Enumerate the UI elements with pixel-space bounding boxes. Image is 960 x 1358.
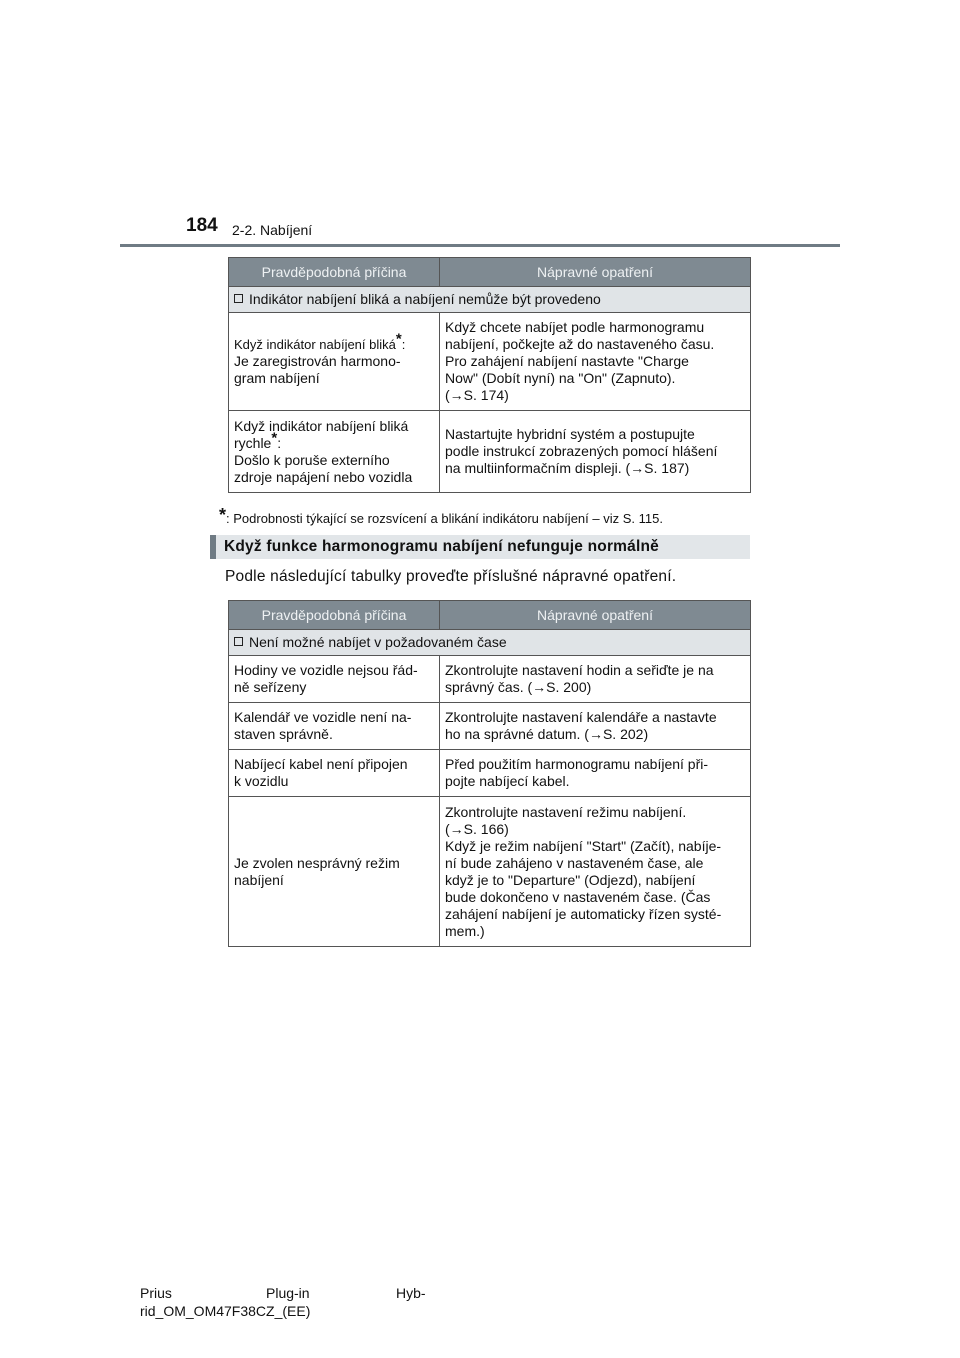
table-header-row — [229, 601, 751, 630]
remedy-cell — [440, 797, 751, 947]
section-heading-text: Když funkce harmonogramu nabíjení nefunguje normálně — [224, 538, 659, 555]
cause-cell — [229, 750, 440, 797]
remedy-line: na multiinformačním displeji. (→S. 187) — [445, 460, 690, 476]
cause-line: : — [401, 337, 406, 352]
checkbox-icon — [234, 294, 243, 303]
footer-word: Plug-in — [266, 1285, 310, 1301]
section-heading — [210, 535, 750, 559]
column-header-remedy: Nápravné opatření — [440, 601, 751, 630]
cause-cell — [229, 797, 440, 947]
checkbox-icon — [234, 637, 243, 646]
cause-line: k vozidlu — [234, 773, 289, 789]
remedy-line: správný čas. (→S. 200) — [445, 679, 592, 695]
remedy-line: (→S. 174) — [445, 387, 509, 403]
remedy-cell — [440, 750, 751, 797]
cause-line: ně seřízeny — [234, 679, 307, 695]
footer-line: rid_OM_OM47F38CZ_(EE) — [140, 1303, 311, 1319]
remedy-line: Když je režim nabíjení "Start" (Začít), nabíje- — [445, 837, 722, 854]
schedule-table — [228, 600, 751, 947]
heading-accent — [210, 535, 216, 559]
remedy-line: ho na správné datum. (→S. 202) — [445, 726, 649, 742]
footer-word: Hyb- — [396, 1285, 426, 1301]
cause-line: nabíjení — [234, 871, 284, 888]
table-group-row — [229, 287, 751, 313]
footnote-mark: * — [271, 428, 278, 446]
remedy-cell — [440, 411, 751, 493]
remedy-line: Nastartujte hybridní systém a postupujte — [445, 426, 695, 442]
cause-line: rychle — [234, 434, 272, 451]
footnote-mark: * — [395, 330, 402, 348]
remedy-line: bude dokončeno v nastaveném čase. (Čas — [445, 888, 711, 905]
cause-cell — [229, 313, 440, 411]
remedy-line: nabíjení, počkejte až do nastaveného času. — [445, 336, 715, 352]
remedy-cell — [440, 656, 751, 703]
cause-cell — [229, 703, 440, 750]
remedy-line: Zkontrolujte nastavení kalendáře a nastavte — [445, 709, 717, 725]
cause-line: Došlo k poruše externího — [234, 451, 390, 468]
footer-line — [140, 1284, 430, 1302]
cause-line: Je zaregistrován harmono- — [234, 353, 401, 369]
column-header-cause: Pravděpodobná příčina — [229, 258, 440, 287]
table-row — [229, 411, 751, 493]
footer-word: Prius — [140, 1285, 172, 1301]
cause-cell — [229, 411, 440, 493]
group-label — [229, 287, 751, 313]
remedy-line: když je to "Departure" (Odjezd), nabíjení — [445, 871, 696, 888]
remedy-line: Now" (Dobít nyní) na "On" (Zapnuto). — [445, 370, 676, 386]
page-number: 184 — [186, 215, 218, 236]
cause-line: Hodiny ve vozidle nejsou řád- — [234, 662, 418, 678]
remedy-line: Zkontrolujte nastavení hodin a seřiďte je na — [445, 662, 714, 678]
remedy-line: pojte nabíjecí kabel. — [445, 773, 570, 789]
remedy-line: Pro zahájení nabíjení nastavte "Charge — [445, 353, 689, 369]
remedy-cell — [440, 313, 751, 411]
header-rule — [120, 244, 840, 247]
remedy-line: Když chcete nabíjet podle harmonogramu — [445, 319, 705, 335]
cause-line: gram nabíjení — [234, 370, 320, 386]
table-row — [229, 656, 751, 703]
cause-line: Nabíjecí kabel není připojen — [234, 756, 408, 772]
charging-indicator-table — [228, 257, 751, 493]
remedy-line: mem.) — [445, 922, 485, 939]
cause-line: : — [277, 434, 282, 451]
cause-line: Je zvolen nesprávný režim — [234, 854, 400, 871]
group-text: Není možné nabíjet v požadovaném čase — [249, 634, 507, 650]
cause-line: Kalendář ve vozidle není na- — [234, 709, 412, 725]
cause-line: Když indikátor nabíjení bliká — [234, 417, 409, 434]
table-header-row — [229, 258, 751, 287]
table-row — [229, 313, 751, 411]
cause-cell — [229, 656, 440, 703]
cause-line: staven správně. — [234, 726, 333, 742]
remedy-line: Před použitím harmonogramu nabíjení při- — [445, 756, 709, 772]
footnote-mark: * — [219, 505, 227, 525]
remedy-line: ní bude zahájeno v nastaveném čase, ale — [445, 854, 704, 871]
group-label — [229, 630, 751, 656]
remedy-line: (→S. 166) — [445, 820, 509, 837]
table-row — [229, 703, 751, 750]
remedy-line: Zkontrolujte nastavení režimu nabíjení. — [445, 803, 687, 820]
column-header-cause: Pravděpodobná příčina — [229, 601, 440, 630]
remedy-cell — [440, 703, 751, 750]
group-text: Indikátor nabíjení bliká a nabíjení nemůže být provedeno — [249, 291, 601, 307]
footnote-text: : Podrobnosti týkající se rozsvícení a blikání indikátoru nabíjení – viz S. 115. — [226, 511, 663, 526]
section-label: 2-2. Nabíjení — [232, 222, 313, 238]
table-row — [229, 750, 751, 797]
footnote — [219, 505, 663, 526]
footer — [140, 1284, 430, 1320]
table-group-row — [229, 630, 751, 656]
column-header-remedy: Nápravné opatření — [440, 258, 751, 287]
remedy-line: zahájení nabíjení je automaticky řízen systé- — [445, 905, 722, 922]
cause-line: Když indikátor nabíjení bliká — [234, 337, 396, 352]
intro-text: Podle následující tabulky proveďte příslušné nápravné opatření. — [225, 568, 677, 585]
remedy-line: podle instrukcí zobrazených pomocí hlášení — [445, 443, 718, 459]
table-row — [229, 797, 751, 947]
cause-line: zdroje napájení nebo vozidla — [234, 468, 413, 485]
